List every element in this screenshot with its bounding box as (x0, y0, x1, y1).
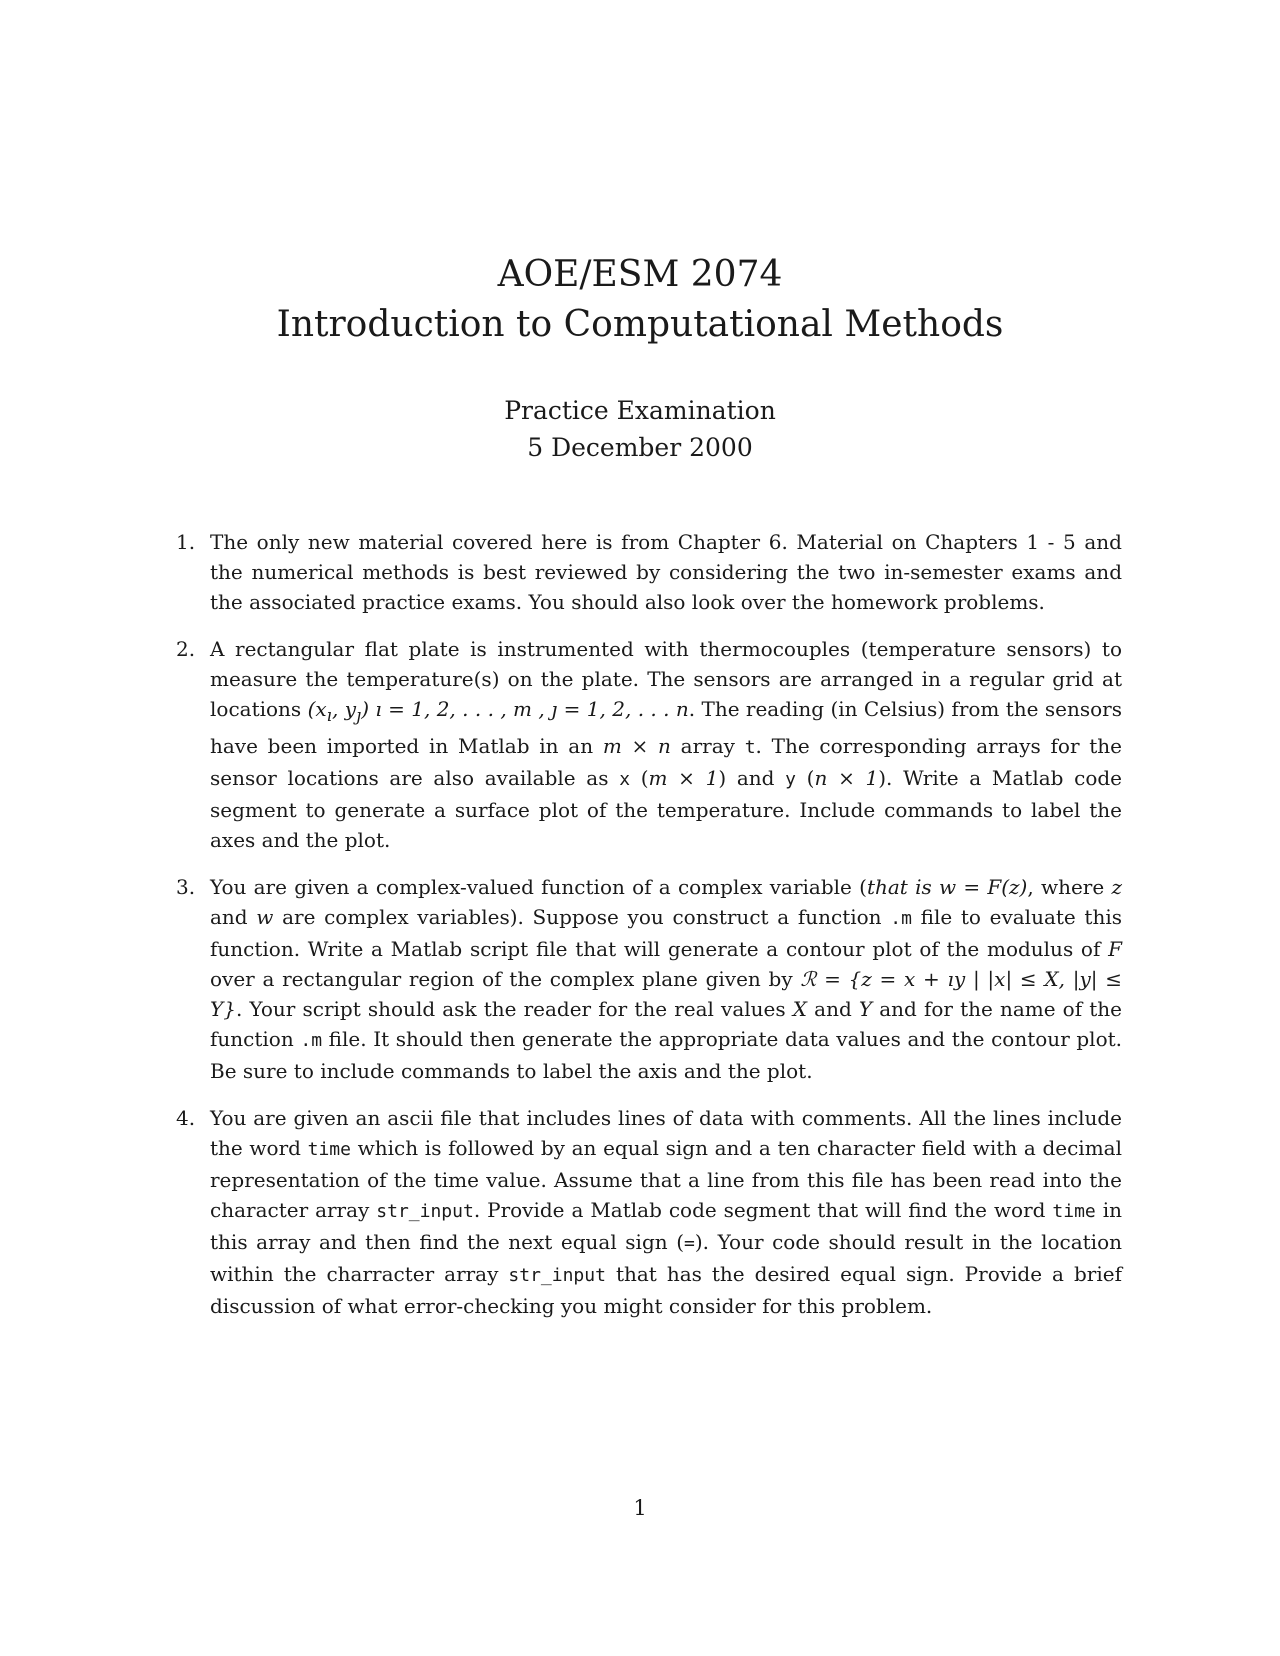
code-token: time (1052, 1201, 1096, 1222)
problem-number: 3. (176, 875, 196, 899)
code-token: .m (300, 1030, 323, 1051)
exam-date: 5 December 2000 (527, 433, 753, 462)
math-expr: ℛ = {z = x + ıy | |x| ≤ X, |y| ≤ Y} (210, 967, 1122, 1021)
document-title (0, 250, 1280, 350)
problem-4 (172, 1103, 1122, 1321)
text-run: over a rectangular region of the complex plane given by (210, 967, 801, 991)
problem-text (210, 1106, 1122, 1318)
text-run: A rectangular flat plate is instrumented with thermocouples (temperature sensors) to measure the temperature(s) on the plate. The sensors are arranged in a regular grid at locations (210, 637, 1122, 721)
math-expr: Y (858, 997, 873, 1021)
text-run: are complex variables). Suppose you construct a function (273, 905, 891, 929)
text-run: ( (630, 766, 649, 790)
text-run: . The corresponding arrays for the sensor locations are also available as (210, 734, 1123, 790)
text-run: ( (796, 766, 815, 790)
code-token: y (785, 769, 796, 790)
problem-1 (172, 527, 1122, 617)
exam-name: Practice Examination (504, 396, 776, 425)
math-expr: z (1111, 875, 1122, 899)
code-token: str_input (508, 1265, 606, 1286)
code-token: = (684, 1233, 695, 1254)
exam-info (0, 392, 1280, 466)
problem-list (172, 527, 1122, 1338)
math-subscript: ı (326, 706, 332, 725)
text-run: You are given a complex-valued function of a complex variable ( (210, 875, 867, 899)
math-expr: F (1108, 937, 1122, 961)
code-token: x (619, 769, 631, 790)
text-run: and for the name of the function (210, 997, 1122, 1051)
text-run: . Your script should ask the reader for the real values (235, 997, 793, 1021)
problem-number: 2. (176, 637, 196, 661)
text-run: file to evaluate this function. Write a Matlab script file that will generate a contour plot of the modulus of (210, 905, 1122, 961)
text-run: , where (1027, 875, 1112, 899)
text-run: ). Your code should result in the location within the charracter array (210, 1230, 1122, 1286)
text-run: You are given an ascii file that includes lines of data with comments. All the lines include the word (210, 1106, 1122, 1160)
text-run: file. It should then generate the appropriate data values and the contour plot. Be sure to include commands to label the axis and the plot. (210, 1027, 1123, 1083)
math-expr: ) ı = 1, 2, . . . , m , ȷ = 1, 2, . . . n (361, 697, 689, 721)
course-title: Introduction to Computational Methods (276, 304, 1004, 345)
math-expr: w (256, 905, 274, 929)
math-expr: X (792, 997, 808, 1021)
problem-number: 1. (176, 530, 196, 554)
text-run: in this array and then find the next equal sign ( (210, 1198, 1122, 1254)
text-run: and (210, 905, 257, 929)
text-run: that has the desired equal sign. Provide a brief discussion of what error-checking you might consider for this problem. (210, 1262, 1122, 1318)
math-expr: (x (307, 697, 327, 721)
math-expr: m × n (602, 734, 671, 758)
problem-text: The only new material covered here is from Chapter 6. Material on Chapters 1 - 5 and the numerical methods is best reviewed by considering the two in-semester exams and the associated practice exams. You should also look over the homework problems. (210, 530, 1122, 614)
problem-text (210, 875, 1122, 1083)
math-subscript: ȷ (356, 706, 362, 725)
course-code: AOE/ESM 2074 (497, 254, 783, 295)
code-token: time (307, 1139, 351, 1160)
problem-3 (172, 872, 1122, 1086)
problem-2 (172, 634, 1122, 855)
problem-number: 4. (176, 1106, 196, 1130)
page-number: 1 (633, 1496, 647, 1520)
text-run: ) and (718, 766, 786, 790)
code-token: .m (890, 908, 912, 929)
code-token: t (744, 737, 756, 758)
text-run: which is followed by an equal sign and a ten character field with a decimal representation of the time value. Assume that a line from this file has been read into the character array (210, 1136, 1122, 1222)
text-run: . The reading (in Celsius) from the sensors have been imported in Matlab in an (210, 697, 1122, 758)
math-expr: that is w = F(z) (866, 875, 1028, 899)
math-expr: n × 1 (814, 766, 879, 790)
code-token: str_input (376, 1201, 474, 1222)
problem-text (210, 637, 1122, 852)
text-run: array (670, 734, 745, 758)
math-expr: m × 1 (648, 766, 719, 790)
math-expr: , y (331, 697, 357, 721)
text-run: ). Write a Matlab code segment to generate a surface plot of the temperature. Include commands to label the axes and the plot. (210, 766, 1123, 852)
text-run: and (807, 997, 859, 1021)
text-run: . Provide a Matlab code segment that will find the word (473, 1198, 1053, 1222)
